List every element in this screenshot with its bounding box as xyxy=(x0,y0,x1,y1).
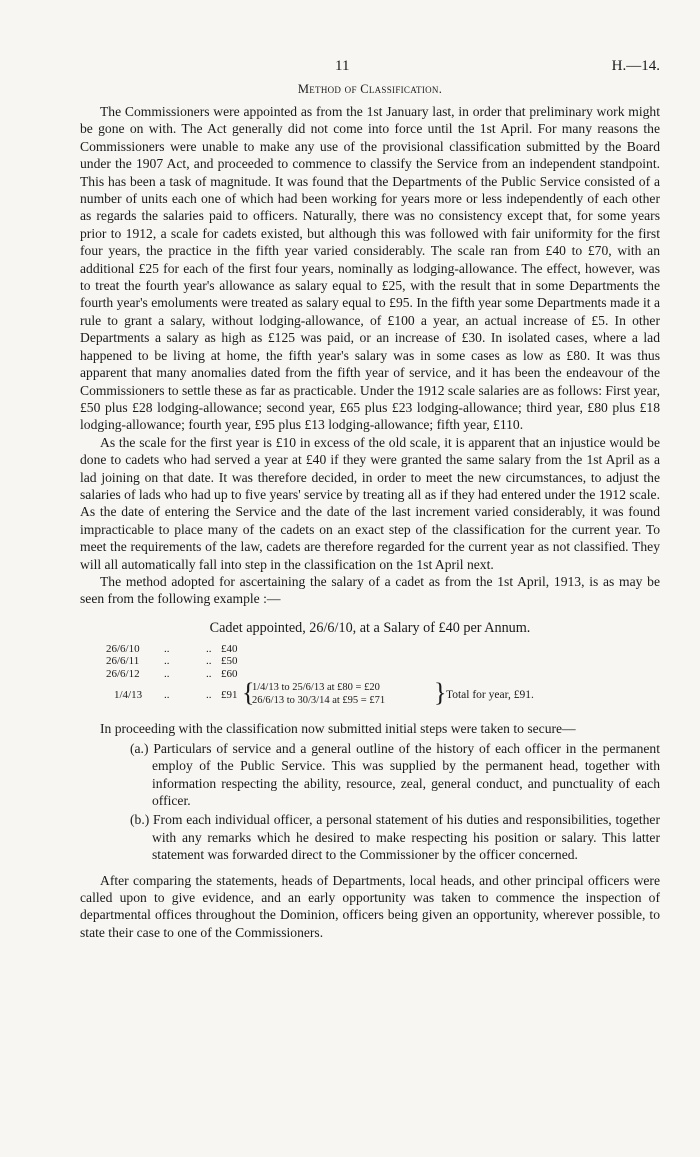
left-brace: { xyxy=(242,678,255,708)
breakdown-line-1: 1/4/13 to 25/6/13 at £80 = £20 xyxy=(252,682,380,694)
list-text: From each individual officer, a personal statement of his duties and responsibilities, together with any remarks which he desired to make respecting his position or salary. This latter statement was forwarded direct to the Commissioner by the officer concerned. xyxy=(152,812,660,863)
leader-dots: .. xyxy=(164,642,170,655)
leader-dots: .. xyxy=(206,655,212,668)
paragraph-final: After comparing the statements, heads of Departments, local heads, and other principal officers were called upon to give evidence, and an early opportunity was taken to commence the inspection of departmental offices throughout the Dominion, officers being given an opportunity, wherever possible, to state their case to one of the Commissioners. xyxy=(80,872,660,940)
page-number: 11 xyxy=(335,58,350,74)
example-amount: £60 xyxy=(221,667,238,680)
section-title: Method of Classification. xyxy=(297,82,443,96)
document-page xyxy=(80,58,660,941)
leader-dots: .. xyxy=(206,667,212,680)
salary-example xyxy=(80,620,660,711)
list-text: Particulars of service and a general outline of the history of each officer in the permanent employ of the Public Service. This was supplied by the permanent head, together with information respecting the ability, resource, zeal, general conduct, and punctuality of each officer. xyxy=(152,740,660,808)
example-amount: £91 xyxy=(221,689,238,702)
example-date: 26/6/10 xyxy=(106,642,140,655)
example-amount: £40 xyxy=(221,642,238,655)
example-amount: £50 xyxy=(221,655,238,668)
list-label: (a.) xyxy=(130,740,149,756)
paragraph-2: As the scale for the first year is £10 in excess of the old scale, it is apparent that an injustice would be done to cadets who had served a year at £40 if they were granted the same salary from the 1st April as a lad joining on that date. It was therefore decided, in order to meet the new circumstances, to adjust the salaries of lads who had up to five years' service by treating all as if they had entered under the 1912 scale. As the date of entering the Service and the date of the last increment varied considerably, it was found impracticable to place many of the cadets on an exact step of the classification for the current year. To meet the requirements of the law, cadets are therefore regarded for the current year as not classified. They will all automatically fall into step in the classification on the 1st April next. xyxy=(80,434,660,572)
example-row xyxy=(80,643,660,656)
example-date: 26/6/12 xyxy=(106,667,140,680)
leader-dots: .. xyxy=(206,642,212,655)
page-header xyxy=(80,58,660,80)
leader-dots: .. xyxy=(164,667,170,680)
paragraph-3: The method adopted for ascertaining the salary of a cadet as from the 1st April, 1913, is as may be seen from the following example :— xyxy=(80,573,660,607)
example-date: 1/4/13 xyxy=(114,689,143,702)
right-brace: } xyxy=(434,678,447,708)
leader-dots: .. xyxy=(164,655,170,668)
leader-dots: .. xyxy=(206,689,212,702)
example-row xyxy=(80,655,660,668)
document-reference: H.—14. xyxy=(611,58,660,74)
paragraph-1: The Commissioners were appointed as from the 1st January last, in order that preliminary work might be gone on with. The Act generally did not come into force until the 1st April. For many reasons the Commissioners were unable to make any use of the provisional classification submitted by the Board under the 1907 Act, and proceeded to commence to classify the Service from an independent standpoint. This has been a task of magnitude. It was found that the Departments of the Public Service consisted of a number of units each one of which had been working for years more or less independently of each other as regards the salaries paid to officers. Naturally, there was no consistency except that, for some years prior to 1912, a scale for cadets existed, but although this was followed with fair uniformity for the first four years, the practice in the fifth year varied considerably. The scale ran from £40 to £70, with an additional £25 for each of the first four years, nominally as lodging-allowance. The effect, however, was to treat the fourth year's allowance as salary equal to £25, with the result that in some Departments the fourth year's emoluments were treated as salary equal to £95. In the fifth year some Departments made it a rule to grant a salary, without lodging-allowance, of £100 a year, an actual increase of £5. In other Departments a salary as high as £125 was paid, or an increase of £30. In isolated cases, where a lad happened to be living at home, the fifth year's salary was in some cases as low as £80. It was thus apparent that many anomalies dated from the fifth year of service, and it has been the endeavour of the Commissioners to settle these as far as practicable. Under the 1912 scale salaries are as follows: First year, £50 plus £28 lodging-allowance; second year, £65 plus £23 lodging-allowance; third year, £80 plus £18 lodging-allowance; fourth year, £95 plus £13 lodging-allowance; fifth year, £110. xyxy=(80,104,660,433)
example-row-final xyxy=(80,680,660,710)
list-item xyxy=(80,740,660,810)
list-item xyxy=(80,811,660,863)
example-row xyxy=(80,668,660,681)
paragraph-secure: In proceeding with the classification now submitted initial steps were taken to secure— xyxy=(100,721,576,737)
year-total: Total for year, £91. xyxy=(446,689,534,702)
breakdown-line-2: 26/6/13 to 30/3/14 at £95 = £71 xyxy=(252,695,386,707)
example-date: 26/6/11 xyxy=(106,655,140,668)
example-heading: Cadet appointed, 26/6/10, at a Salary of £40 per Annum. xyxy=(209,619,531,636)
list-label: (b.) xyxy=(130,812,150,828)
leader-dots: .. xyxy=(164,689,170,702)
